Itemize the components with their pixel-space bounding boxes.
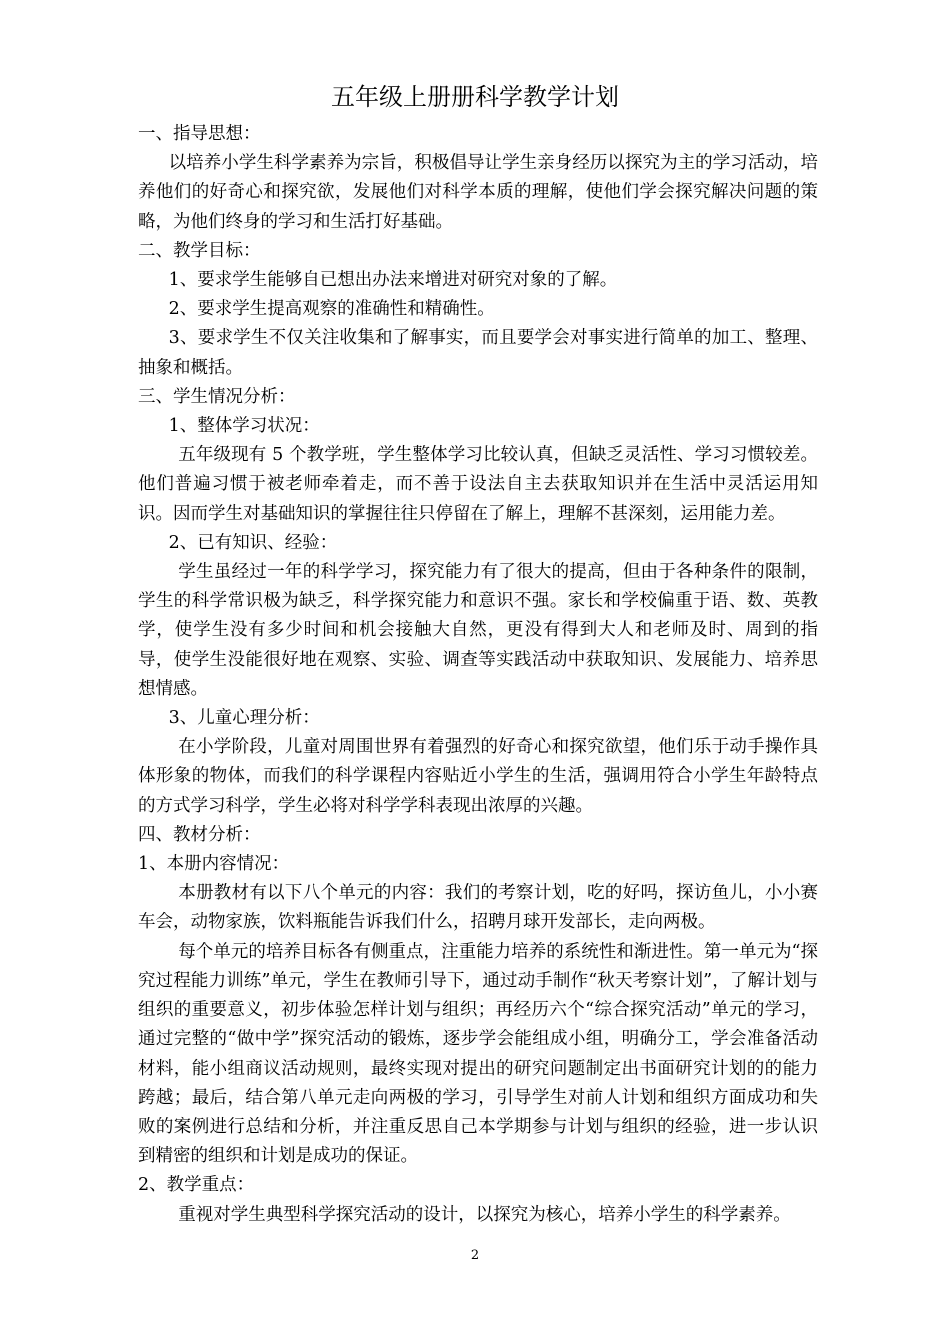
goal-item-1: 1、要求学生能够自已想出办法来增进对研究对象的了解。 bbox=[168, 270, 618, 291]
paragraph-unit-goals: 每个单元的培养目标各有侧重点，注重能力培养的系统性和渐进性。第一单元为“探究过程能力训练”单元，学生在教师引导下，通过动手制作“秋天考察计划”，了解计划与组织的重要意义，初步体验怎样计划与组织；再经历六个“综合探究活动”单元的学习，通过完整的“做中学”探究活动的锻炼，逐步学会能组成小组，明确分工，学会准备活动材料，能小组商议活动规则，最终实现对提出的研究问题制定出书面研究计划的的能力跨越；最后，结合第八单元走向两极的学习，引导学生对前人计划和组织方面成功和失败的案例进行总结和分析，并注重反思自己本学期参与计划与组织的经验，进一步认识到精密的组织和计划是成功的保证。 bbox=[138, 941, 818, 1167]
subheading-overall-learning: 1、整体学习状况： bbox=[168, 416, 320, 437]
page-number: 2 bbox=[470, 1248, 480, 1263]
paragraph-existing-knowledge: 学生虽经过一年的科学学习，探究能力有了很大的提高，但由于各种条件的限制，学生的科学常识极为缺乏，科学探究能力和意识不强。家长和学校偏重于语、数、英教学，使学生没有多少时间和机会接触大自然，更没有得到大人和老师及时、周到的指导，使学生没能很好地在观察、实验、调查等实践活动中获取知识、发展能力、培养思想情感。 bbox=[138, 562, 818, 699]
paragraph-book-units: 本册教材有以下八个单元的内容：我们的考察计划，吃的好吗，探访鱼儿，小小赛车会，动物家族，饮料瓶能告诉我们什么，招聘月球开发部长，走向两极。 bbox=[138, 883, 818, 933]
document-body bbox=[138, 120, 818, 1230]
paragraph-teaching-focus: 重视对学生典型科学探究活动的设计，以探究为核心，培养小学生的科学素养。 bbox=[178, 1204, 791, 1225]
section-heading-guiding-ideology: 一、指导思想： bbox=[138, 124, 261, 144]
subheading-existing-knowledge: 2、已有知识、经验： bbox=[168, 532, 338, 553]
paragraph-overall-learning: 五年级现有 5 个教学班，学生整体学习比较认真，但缺乏灵活性、学习习惯较差。他们普遍习惯于被老师牵着走，而不善于设法自主去获取知识并在生活中灵活运用知识。因而学生对基础知识的掌握往往只停留在了解上，理解不甚深刻，运用能力差。 bbox=[138, 445, 818, 524]
subheading-child-psychology: 3、儿童心理分析： bbox=[168, 708, 320, 729]
subheading-book-contents: 1、本册内容情况： bbox=[138, 854, 290, 875]
section-heading-teaching-goals: 二、教学目标： bbox=[138, 240, 261, 261]
section-heading-textbook-analysis: 四、教材分析： bbox=[138, 824, 261, 845]
goal-item-3: 3、要求学生不仅关注收集和了解事实，而且要学会对事实进行简单的加工、整理、抽象和概括。 bbox=[138, 328, 818, 378]
paragraph-child-psychology: 在小学阶段，儿童对周围世界有着强烈的好奇心和探究欲望，他们乐于动手操作具体形象的物体，而我们的科学课程内容贴近小学生的生活，强调用符合小学生年龄特点的方式学习科学，学生必将对科学学科表现出浓厚的兴趣。 bbox=[138, 737, 818, 816]
section-heading-student-analysis: 三、学生情况分析： bbox=[138, 386, 296, 407]
document-title: 五年级上册册科学教学计划 bbox=[331, 83, 619, 111]
paragraph-guiding-ideology: 以培养小学生科学素养为宗旨，积极倡导让学生亲身经历以探究为主的学习活动，培养他们的好奇心和探究欲，发展他们对科学本质的理解，使他们学会探究解决问题的策略，为他们终身的学习和生活打好基础。 bbox=[138, 153, 818, 232]
goal-item-2: 2、要求学生提高观察的准确性和精确性。 bbox=[168, 299, 495, 320]
subheading-teaching-focus: 2、教学重点： bbox=[138, 1175, 255, 1196]
